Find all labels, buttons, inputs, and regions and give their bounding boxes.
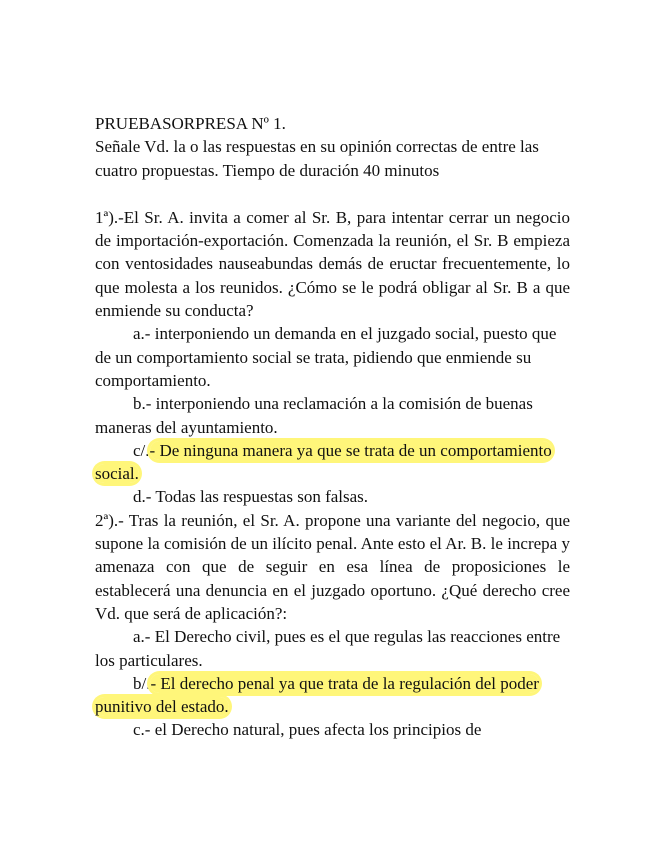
question-1-option-d	[95, 485, 570, 508]
question-2-option-b	[95, 672, 570, 719]
question-2-option-a	[95, 625, 570, 672]
highlighted-answer: - De ninguna manera ya que se trata de un comportamiento social.	[95, 440, 552, 484]
question-1: 1ª).-El Sr. A. invita a comer al Sr. B, para intentar cerrar un negocio de importación-exportación. Comenzada la reunión, el Sr. B empieza con ventosidades nauseabundas demás de eructar frecuentemente, lo que molesta a los reunidos. ¿Cómo se le podrá obligar al Sr. B a que enmiende su conducta?	[95, 207, 570, 321]
option-letter: a.-	[133, 324, 155, 344]
option-text: Todas las respuestas son falsas.	[155, 487, 369, 507]
option-letter: d.-	[133, 487, 156, 507]
document-title: PRUEBASORPRESA Nº 1.	[95, 114, 286, 133]
option-letter: a.-	[133, 627, 155, 647]
option-text: interponiendo un demanda en el juzgado social, puesto que de un comportamiento social se trata, pidiendo que enmiende su comportamiento.	[95, 324, 557, 390]
option-letter: b.-	[133, 394, 156, 414]
question-1-option-a	[95, 322, 570, 392]
option-text: interponiendo una reclamación a la comisión de buenas maneras del ayuntamiento.	[95, 394, 533, 437]
question-2-option-c	[95, 718, 570, 741]
option-text: el Derecho natural, pues afecta los principios de	[154, 720, 482, 740]
question-2: 2ª).- Tras la reunión, el Sr. A. propone una variante del negocio, que supone la comisión de un ilícito penal. Ante esto el Ar. B. le increpa y amenaza con que de seguir en esa línea de proposiciones le establecerá una denuncia en el juzgado oportuno. ¿Qué derecho cree Vd. que será de aplicación?:	[95, 510, 570, 623]
instructions: Señale Vd. la o las respuestas en su opinión correctas de entre las cuatro propuestas. Tiempo de duración 40 minutos	[95, 137, 539, 180]
option-letter: b/.	[133, 673, 151, 693]
option-letter: c.-	[133, 720, 155, 740]
question-1-option-c	[95, 439, 570, 486]
option-text: El Derecho civil, pues es el que regulas las reacciones entre los particulares.	[95, 627, 561, 670]
question-1-option-b	[95, 392, 570, 439]
option-letter: c/.	[133, 440, 150, 460]
highlighted-answer: - El derecho penal ya que trata de la regulación del poder punitivo del estado.	[95, 673, 539, 717]
blank-line	[95, 182, 570, 206]
